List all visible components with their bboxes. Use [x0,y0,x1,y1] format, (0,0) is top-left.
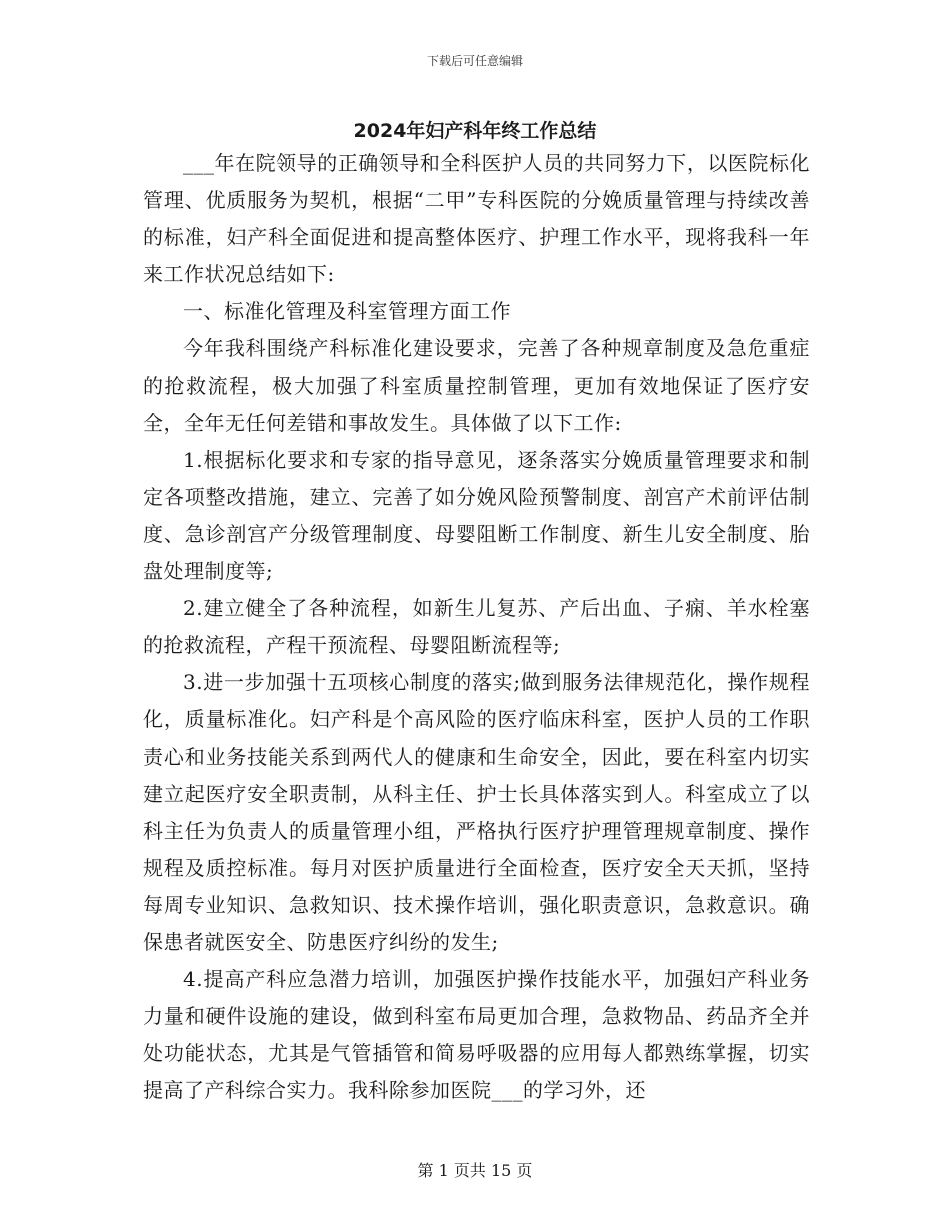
page-number-footer: 第 1 页共 15 页 [417,1161,533,1180]
document-body [143,145,810,1109]
page-header-note: 下载后可任意编辑 [426,54,523,68]
document-title: 2024年妇产科年终工作总结 [353,120,597,142]
list-item-4: 4.提高产科应急潜力培训，加强医护操作技能水平，加强妇产科业务力量和硬件设施的建设，做到科室布局更加合理，急救物品、药品齐全并处功能状态，尤其是气管插管和简易呼吸器的应用每人都熟练掌握，切实提高了产科综合实力。我科除参加医院___的学习外，还 [143,967,810,1103]
list-item-3: 3.进一步加强十五项核心制度的落实;做到服务法律规范化，操作规程化，质量标准化。妇产科是个高风险的医疗临床科室，医护人员的工作职责心和业务技能关系到两代人的健康和生命安全，因此，要在科室内切实建立起医疗安全职责制，从科主任、护士长具体落实到人。科室成立了以科主任为负责人的质量管理小组，严格执行医疗护理管理规章制度、操作规程及质控标准。每月对医护质量进行全面检查，医疗安全天天抓，坚持每周专业知识、急救知识、技术操作培训，强化职责意识，急救意识。确保患者就医安全、防患医疗纠纷的发生; [143,670,810,954]
paragraph-intro: ___年在院领导的正确领导和全科医护人员的共同努力下，以医院标化管理、优质服务为契机，根据“二甲”专科医院的分娩质量管理与持续改善的标准，妇产科全面促进和提高整体医疗、护理工作水平，现将我科一年来工作状况总结如下: [143,151,810,287]
section-heading-1: 一、标准化管理及科室管理方面工作 [183,299,511,324]
paragraph-section-1-intro: 今年我科围绕产科标准化建设要求，完善了各种规章制度及急危重症的抢救流程，极大加强了科室质量控制管理，更加有效地保证了医疗安全，全年无任何差错和事故发生。具体做了以下工作: [143,336,810,435]
list-item-1: 1.根据标化要求和专家的指导意见，逐条落实分娩质量管理要求和制定各项整改措施，建立、完善了如分娩风险预警制度、剖宫产术前评估制度、急诊剖宫产分级管理制度、母婴阻断工作制度、新生儿安全制度、胎盘处理制度等; [143,447,810,584]
list-item-2: 2.建立健全了各种流程，如新生儿复苏、产后出血、子痫、羊水栓塞的抢救流程，产程干预流程、母婴阻断流程等; [143,596,810,658]
